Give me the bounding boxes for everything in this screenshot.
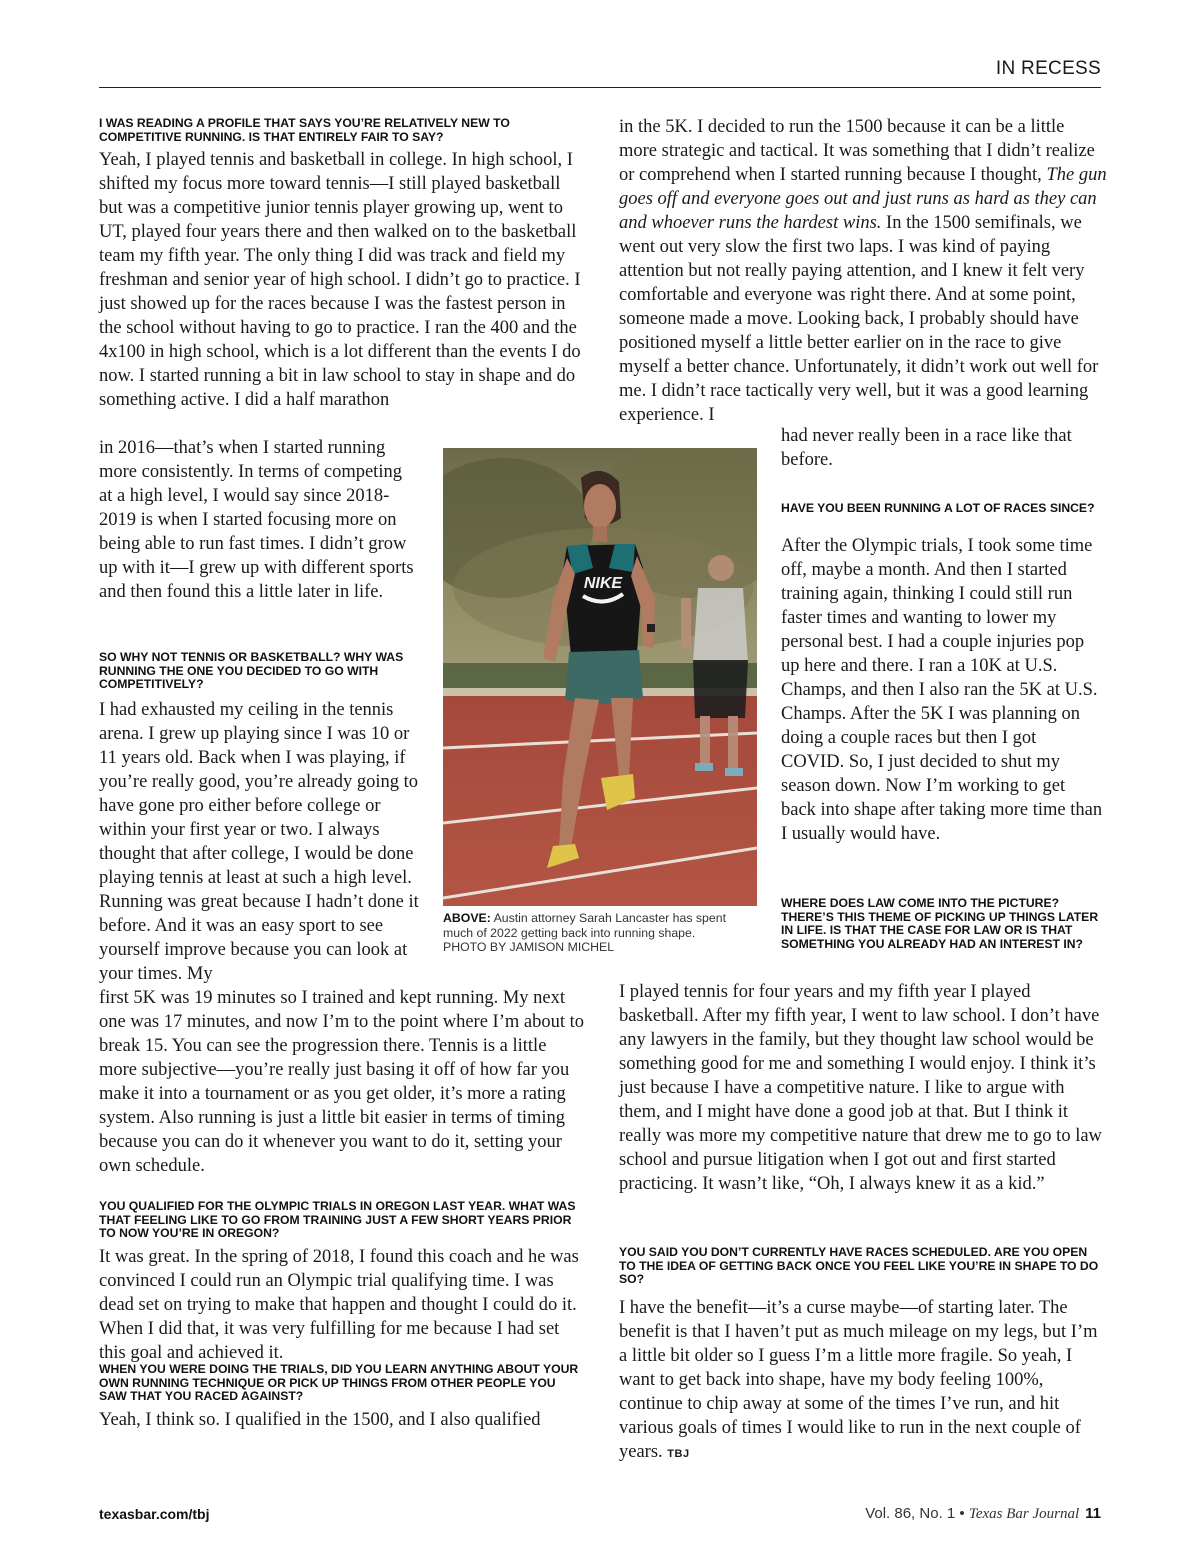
photo-credit: PHOTO BY JAMISON MICHEL xyxy=(443,940,615,954)
footer-journal-name: Texas Bar Journal xyxy=(968,1506,1080,1522)
footer-bullet: • xyxy=(959,1505,965,1522)
answer-text: In the 1500 semifinals, we went out very slow the first two laps. I was kind of paying attention but not really paying attention, and I knew it felt very comfortable and everyone was right there. And at some point, someone made a move. Looking back, I probably should have positioned myself a little better earlier on in the race to give myself a better chance. Unfortunately, it didn’t work out well for me. I didn’t race tactically very well, but it was a good learning experience. I xyxy=(619,213,1099,425)
answer-paragraph xyxy=(619,1296,1107,1466)
question-heading: I WAS READING A PROFILE THAT SAYS YOU’RE RELATIVELY NEW TO COMPETITIVE RUNNING. IS THAT ENTIRELY FAIR TO SAY? xyxy=(99,116,510,144)
shirt-logo: NIKE xyxy=(583,575,623,592)
header-rule xyxy=(99,87,1101,88)
section-title: IN RECESS xyxy=(995,58,1101,79)
caption-text: Austin attorney Sarah Lancaster has spent much of 2022 getting back into running shape. xyxy=(443,911,726,940)
question-heading: WHERE DOES LAW COME INTO THE PICTURE? THERE’S THIS THEME OF PICKING UP THINGS LATER IN LIFE. IS THAT THE CASE FOR LAW OR IS THAT SOMETHING YOU ALREADY HAD AN INTEREST IN? xyxy=(781,896,1099,951)
runner-photo xyxy=(443,448,757,906)
answer-paragraph: It was great. In the spring of 2018, I found this coach and he was convinced I could run an Olympic trial qualifying time. I was dead set on trying to make that happen and thought I could do it. When I did that, it was very fulfilling for me because I had set this goal and achieved it. xyxy=(99,1247,579,1363)
answer-paragraph: had never really been in a race like that before. xyxy=(781,426,1072,470)
answer-paragraph: first 5K was 19 minutes so I trained and kept running. My next one was 17 minutes, and now I’m to the point where I’m about to break 15. You can see the progression there. Tennis is a little more subjective—you’re really just basing it off of how far you make it into a tournament or as you get older, it’s more a rating system. Also running is just a little bit easier in terms of timing because you can do it whenever you want to do it, setting your own schedule. xyxy=(99,988,585,1176)
answer-paragraph: Yeah, I think so. I qualified in the 1500, and I also qualified xyxy=(99,1410,541,1430)
end-mark: TBJ xyxy=(667,1448,690,1460)
question-heading: HAVE YOU BEEN RUNNING A LOT OF RACES SINCE? xyxy=(781,501,1095,515)
answer-paragraph: in 2016—that’s when I started running more consistently. In terms of competing at a high level, I would say since 2018-2019 is when I started focusing more on being able to run fast times. I didn’t grow up with it—I grew up with different sports and then found this a little later in life. xyxy=(99,438,414,602)
answer-text: I have the benefit—it’s a curse maybe—of starting later. The benefit is that I haven’t put as much mileage on my legs, but I’m a little bit older so I guess I’m a little more fragile. So yeah, I want to get back into shape, have my body feeling 100%, continue to chip away at some of the times I’ve run, and hit various goals of times I would like to run in the next couple of years. xyxy=(619,1298,1098,1462)
footer-volume: Vol. 86, No. 1 xyxy=(865,1505,956,1522)
footer-website-link[interactable]: texasbar.com/tbj xyxy=(99,1506,210,1522)
question-heading: YOU QUALIFIED FOR THE OLYMPIC TRIALS IN OREGON LAST YEAR. WHAT WAS THAT FEELING LIKE TO GO FROM TRAINING JUST A FEW SHORT YEARS PRIOR TO NOW YOU’RE IN OREGON? xyxy=(99,1199,576,1241)
answer-paragraph: After the Olympic trials, I took some time off, maybe a month. And then I started training again, thinking I could still run faster times and wanting to lower my personal best. I had a couple injuries pop up here and there. I ran a 10K at U.S. Champs, and then I also ran the 5K at U.S. Champs. After the 5K I was planning on doing a couple races but then I got COVID. So, I just decided to shut my season down. Now I’m working to get back into shape after taking more time than I usually would have. xyxy=(781,536,1103,844)
answer-paragraph: I had exhausted my ceiling in the tennis arena. I grew up playing since I was 10 or 11 years old. Back when I was playing, if you’re really good, you’re already going to have gone pro either before college or within your first year or two. I always thought that after college, I would be done playing tennis at least at such a high level. Running was great because I hadn’t done it before. And it was an easy sport to see yourself improve because you can look at your times. My xyxy=(99,700,419,984)
answer-paragraph: Yeah, I played tennis and basketball in college. In high school, I shifted my focus more toward tennis—I still played basketball but was a competitive junior tennis player growing up, went to UT, played four years there and then walked on to the basketball team my fifth year. The only thing I did was track and field my freshman and senior year of high school. I didn’t go to practice. I just showed up for the races because I was the fastest person in the school without having to go to practice. I ran the 400 and the 4x100 in high school, which is a lot different than the events I do now. I started running a bit in law school to stay in shape and do something active. I did a half marathon xyxy=(99,150,581,410)
answer-text: in the 5K. I decided to run the 1500 because it can be a little more strategic and tactical. It was something that I didn’t realize or comprehend when I started running because I thought, xyxy=(619,117,1095,185)
photo-caption xyxy=(443,911,759,955)
question-heading: SO WHY NOT TENNIS OR BASKETBALL? WHY WAS RUNNING THE ONE YOU DECIDED TO GO WITH COMPETITIVELY? xyxy=(99,650,404,692)
answer-paragraph: I played tennis for four years and my fifth year I played basketball. After my fifth year, I went to law school. I don’t have any lawyers in the family, but they thought law school would be something good for me and something I would enjoy. I think it’s just because I have a competitive nature. I like to argue with them, and I might have done a good job at that. But I think it really was more my competitive nature that drew me to go to law school and pursue litigation when I got out and first started practicing. It wasn’t like, “Oh, I always knew it as a kid.” xyxy=(619,982,1102,1194)
page-number: 11 xyxy=(1085,1505,1101,1522)
italic-quote: The gun goes off and everyone goes out and just runs as hard as they can and whoever runs the hardest wins. xyxy=(619,165,1107,233)
question-heading: YOU SAID YOU DON’T CURRENTLY HAVE RACES SCHEDULED. ARE YOU OPEN TO THE IDEA OF GETTING BACK ONCE YOU FEEL LIKE YOU’RE IN SHAPE TO DO SO? xyxy=(619,1245,1099,1287)
question-heading: WHEN YOU WERE DOING THE TRIALS, DID YOU LEARN ANYTHING ABOUT YOUR OWN RUNNING TECHNIQUE OR PICK UP THINGS FROM OTHER PEOPLE YOU SAW THAT YOU RACED AGAINST? xyxy=(99,1362,579,1404)
caption-label: ABOVE: xyxy=(443,911,491,925)
footer-issue-info xyxy=(865,1505,1101,1523)
answer-paragraph xyxy=(619,115,1107,427)
